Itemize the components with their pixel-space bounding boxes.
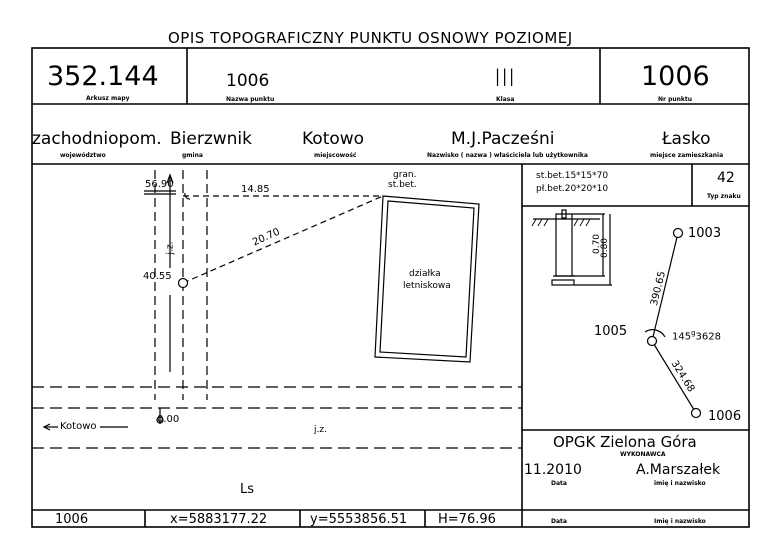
company: OPGK Zielona Góra (553, 433, 697, 451)
coord-point: 1006 (55, 512, 89, 527)
corner-label-2: st.bet. (388, 180, 417, 190)
commune-caption: gmina (182, 152, 203, 159)
point-1005: 1005 (594, 324, 628, 339)
surveyor: A.Marszałek (636, 462, 721, 478)
depth-1: 0.70 (592, 233, 603, 255)
locality-caption: miejscowość (314, 152, 357, 159)
distance-1: 390.65 (648, 270, 669, 307)
voivodeship-caption: województwo (60, 152, 106, 159)
point-number-caption: Nr punktu (658, 96, 693, 103)
sheet-caption: Arkusz mapy (86, 95, 130, 102)
page-title: OPIS TOPOGRAFICZNY PUNKTU OSNOWY POZIOMEJ (168, 29, 573, 47)
owner-caption: Nazwisko ( nazwa ) właściciela lub użytkownika (427, 152, 588, 159)
angle-b: 3628 (695, 331, 721, 343)
dim-top: 56.90 (145, 179, 174, 190)
jz-horizontal: j.z. (314, 425, 327, 435)
company-caption: WYKONAWCA (620, 451, 666, 458)
surveyor-caption: imię i nazwisko (654, 480, 706, 487)
voivodeship: zachodniopom. (32, 129, 162, 149)
plot-label-1: działka (409, 269, 441, 279)
locality: Kotowo (302, 129, 365, 149)
marker-spec-1: st.bet.15*15*70 (536, 171, 609, 181)
point-name: 1006 (226, 71, 270, 91)
plot-label-2: letniskowa (403, 281, 451, 291)
sheet-number: 352.144 (47, 61, 159, 92)
point-1003: 1003 (688, 226, 722, 241)
corner-label-1: gran. (393, 170, 417, 180)
depth-2: 0.80 (600, 237, 611, 259)
execution-date: 11.2010 (524, 462, 582, 478)
class-caption: Klasa (496, 96, 515, 103)
angle-a: 145 (672, 331, 692, 343)
jz-vertical: j.z. (165, 241, 176, 255)
point-number: 1006 (641, 61, 710, 92)
type-code: 42 (717, 170, 735, 186)
class-value: III (494, 64, 516, 92)
distance-2: 324.68 (668, 358, 697, 395)
dim-left: 40.55 (143, 271, 172, 282)
point-1006-label: 1006 (708, 409, 742, 424)
point-name-caption: Nazwa punktu (226, 96, 275, 103)
angle-sup: g (691, 329, 696, 337)
dim-diagonal: 20.70 (251, 226, 282, 249)
coord-y: y=5553856.51 (310, 512, 408, 527)
dim-horizontal: 14.85 (241, 184, 270, 195)
residence: Łasko (662, 129, 711, 149)
angle-value (672, 329, 721, 342)
residence-caption: miejsce zamieszkania (650, 152, 724, 159)
owner: M.J.Pacześni (451, 129, 555, 149)
date-caption-2: Data (551, 518, 567, 525)
type-caption: Typ znaku (707, 193, 741, 200)
marker-spec-2: pł.bet.20*20*10 (536, 184, 609, 194)
coord-h: H=76.96 (438, 512, 496, 527)
dim-zero: 0.00 (157, 414, 180, 425)
coord-x: x=5883177.22 (170, 512, 268, 527)
road-label-kotowo: Kotowo (60, 421, 97, 432)
commune: Bierzwnik (170, 129, 253, 149)
date-caption: Data (551, 480, 567, 487)
surveyor-caption-2: Imię i nazwisko (654, 518, 706, 525)
field-label: Ls (240, 482, 255, 497)
